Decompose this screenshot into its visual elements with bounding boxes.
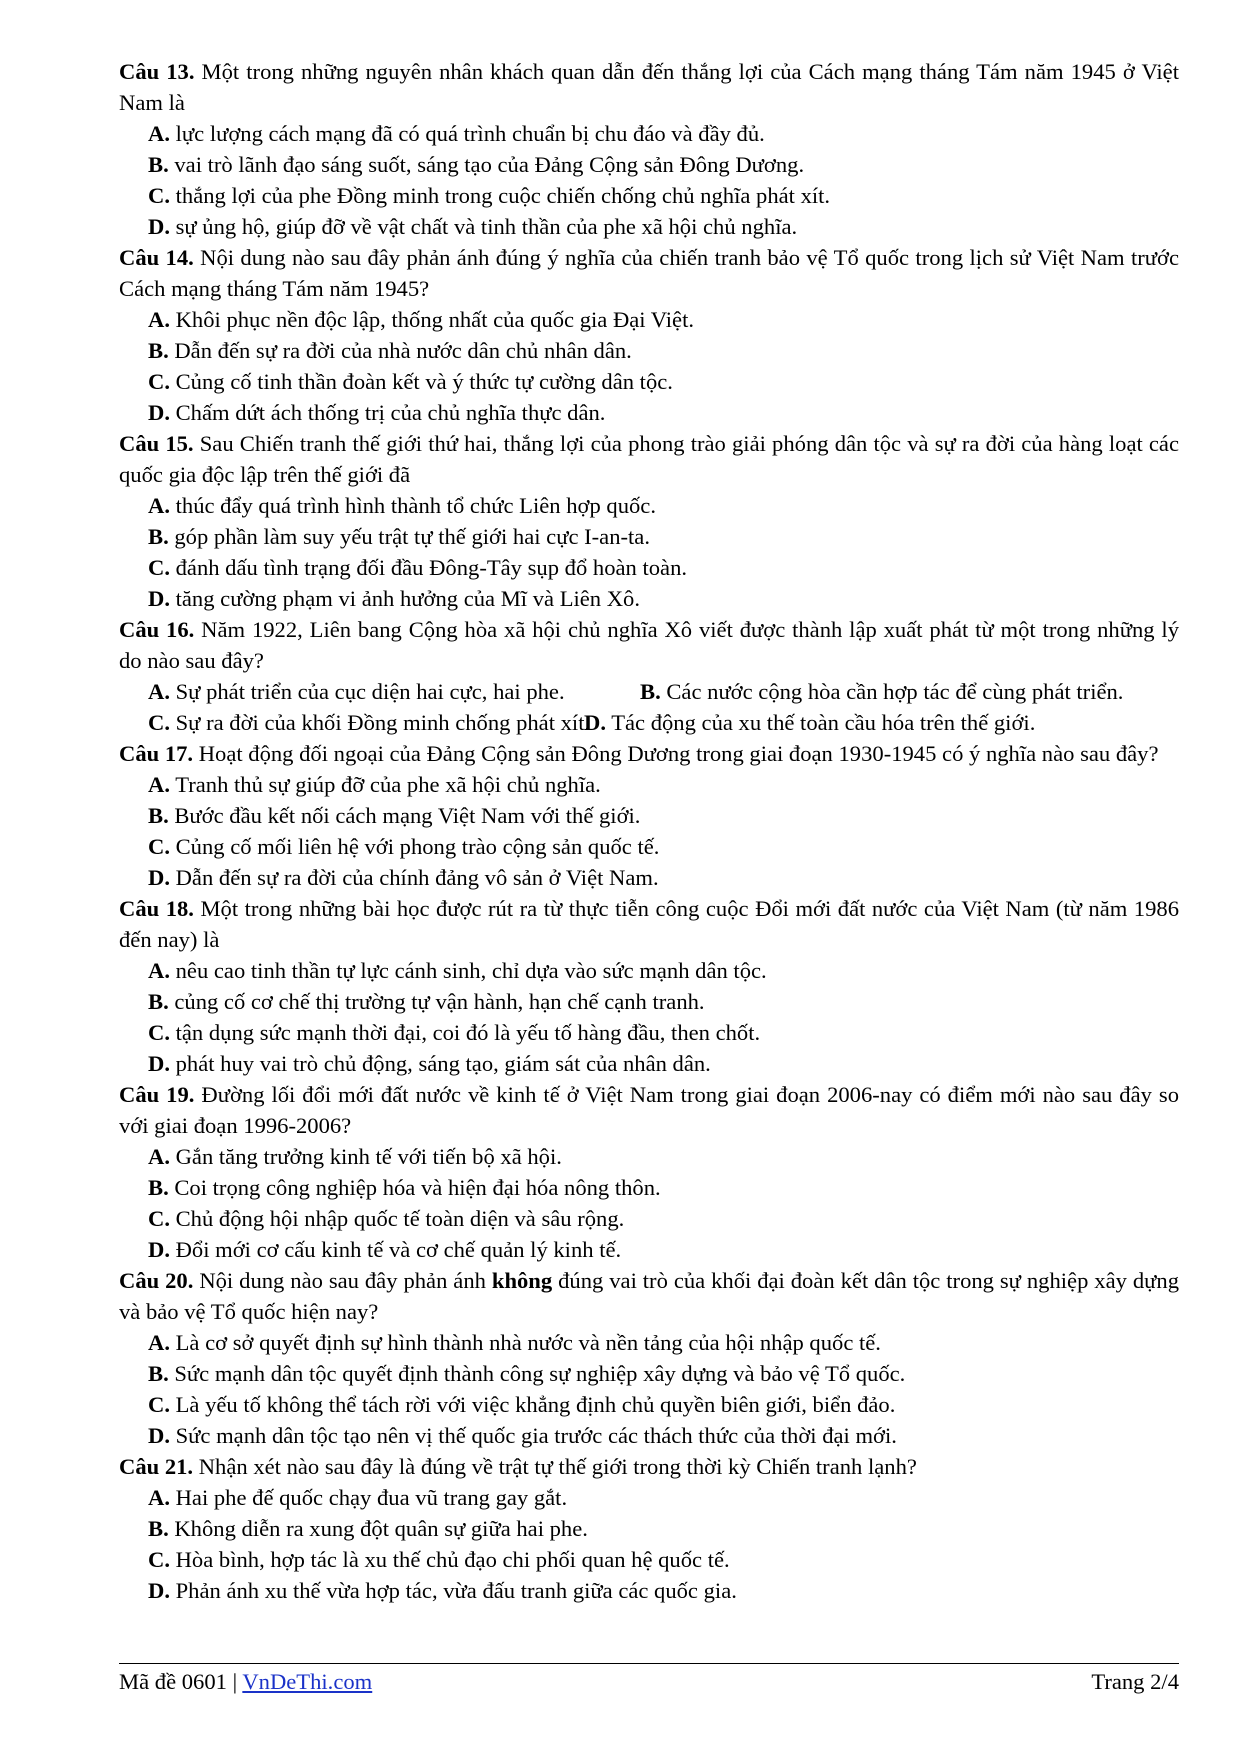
option-d xyxy=(119,1575,1179,1606)
footer-divider xyxy=(119,1663,1179,1664)
option-c xyxy=(119,1544,1179,1575)
option-b xyxy=(119,149,1179,180)
option-label: C. xyxy=(148,1547,170,1572)
option-text: Khôi phục nền độc lập, thống nhất của quốc gia Đại Việt. xyxy=(169,307,694,332)
option-label: D. xyxy=(584,710,606,735)
option-a xyxy=(119,955,1179,986)
option-label: B. xyxy=(148,152,169,177)
option-text: Củng cố tinh thần đoàn kết và ý thức tự cường dân tộc. xyxy=(169,369,673,394)
option-label: A. xyxy=(148,958,170,983)
option-text: vai trò lãnh đạo sáng suốt, sáng tạo của Đảng Cộng sản Đông Dương. xyxy=(168,152,805,177)
option-text: Củng cố mối liên hệ với phong trào cộng sản quốc tế. xyxy=(169,834,660,859)
option-b xyxy=(119,986,1179,1017)
option-text: Đổi mới cơ cấu kinh tế và cơ chế quản lý kinh tế. xyxy=(169,1237,622,1262)
option-d xyxy=(119,1234,1179,1265)
option-text: Bước đầu kết nối cách mạng Việt Nam với thế giới. xyxy=(168,803,641,828)
option-a xyxy=(119,1482,1179,1513)
question-16 xyxy=(119,614,1179,676)
option-a xyxy=(119,118,1179,149)
option-text: sự ủng hộ, giúp đỡ về vật chất và tinh thần của phe xã hội chủ nghĩa. xyxy=(169,214,798,239)
option-text: Chấm dứt ách thống trị của chủ nghĩa thực dân. xyxy=(169,400,606,425)
question-number: Câu 13. xyxy=(119,59,195,84)
option-d xyxy=(119,862,1179,893)
question-14 xyxy=(119,242,1179,304)
option-label: A. xyxy=(148,1485,170,1510)
exam-code: Mã đề 0601 | xyxy=(119,1669,243,1694)
question-text: Một trong những bài học được rút ra từ thực tiễn công cuộc Đổi mới đất nước của Việt Nam (từ năm 1986 đến nay) là xyxy=(119,896,1179,952)
option-label: A. xyxy=(148,493,170,518)
footer-left xyxy=(119,1666,372,1697)
question-15 xyxy=(119,428,1179,490)
option-text: Các nước cộng hòa cần hợp tác để cùng phát triển. xyxy=(660,679,1124,704)
option-text: Chủ động hội nhập quốc tế toàn diện và sâu rộng. xyxy=(169,1206,625,1231)
option-text: thắng lợi của phe Đồng minh trong cuộc chiến chống chủ nghĩa phát xít. xyxy=(169,183,831,208)
option-label: C. xyxy=(148,1206,170,1231)
question-number: Câu 18. xyxy=(119,896,194,921)
option-label: C. xyxy=(148,183,170,208)
question-17 xyxy=(119,738,1179,769)
option-text: thúc đẩy quá trình hình thành tổ chức Liên hợp quốc. xyxy=(169,493,656,518)
option-row xyxy=(119,676,1179,707)
option-label: B. xyxy=(148,338,169,363)
option-label: B. xyxy=(148,989,169,1014)
option-label: B. xyxy=(148,1361,169,1386)
option-label: A. xyxy=(148,307,170,332)
option-d xyxy=(119,1048,1179,1079)
option-label: D. xyxy=(148,586,170,611)
option-c xyxy=(148,707,591,738)
option-label: A. xyxy=(148,772,170,797)
option-label: B. xyxy=(640,679,661,704)
option-label: D. xyxy=(148,1423,170,1448)
option-d xyxy=(119,583,1179,614)
option-text: Là cơ sở quyết định sự hình thành nhà nước và nền tảng của hội nhập quốc tế. xyxy=(169,1330,881,1355)
site-link[interactable]: VnDeThi.com xyxy=(242,1669,373,1694)
question-number: Câu 14. xyxy=(119,245,194,270)
question-text: Nội dung nào sau đây phản ánh đúng ý nghĩa của chiến tranh bảo vệ Tổ quốc trong lịch sử Việt Nam trước Cách mạng tháng Tám năm 1945? xyxy=(119,245,1179,301)
question-text: Một trong những nguyên nhân khách quan dẫn đến thắng lợi của Cách mạng tháng Tám năm 1945 ở Việt Nam là xyxy=(119,59,1179,115)
option-label: C. xyxy=(148,1020,170,1045)
question-text: đúng vai trò của khối đại đoàn kết dân tộc trong sự nghiệp xây dựng và bảo vệ Tổ quốc hiện nay? xyxy=(119,1268,1180,1324)
option-label: C. xyxy=(148,834,170,859)
option-text: tận dụng sức mạnh thời đại, coi đó là yếu tố hàng đầu, then chốt. xyxy=(169,1020,761,1045)
option-c xyxy=(119,1203,1179,1234)
page-number: Trang 2/4 xyxy=(1091,1669,1179,1694)
option-text: Hai phe đế quốc chạy đua vũ trang gay gắt. xyxy=(169,1485,568,1510)
option-b xyxy=(119,335,1179,366)
option-label: C. xyxy=(148,1392,170,1417)
option-label: A. xyxy=(148,1330,170,1355)
option-b xyxy=(119,1172,1179,1203)
option-b xyxy=(119,521,1179,552)
question-text: Đường lối đổi mới đất nước về kinh tế ở Việt Nam trong giai đoạn 2006-nay có điểm mới nào sau đây so với giai đoạn 1996-2006? xyxy=(119,1082,1179,1138)
option-row xyxy=(119,707,1179,738)
option-text: nêu cao tinh thần tự lực cánh sinh, chỉ dựa vào sức mạnh dân tộc. xyxy=(169,958,767,983)
question-text: Sau Chiến tranh thế giới thứ hai, thắng lợi của phong trào giải phóng dân tộc và sự ra đời của hàng loạt các quốc gia độc lập trên thế giới đã xyxy=(119,431,1179,487)
option-text: Không diễn ra xung đột quân sự giữa hai phe. xyxy=(168,1516,588,1541)
option-text: Sự phát triển của cục diện hai cực, hai phe. xyxy=(169,679,565,704)
option-d xyxy=(119,211,1179,242)
option-b xyxy=(119,1358,1179,1389)
option-text: lực lượng cách mạng đã có quá trình chuẩn bị chu đáo và đầy đủ. xyxy=(169,121,765,146)
option-a xyxy=(148,676,640,707)
option-text: Hòa bình, hợp tác là xu thế chủ đạo chi phối quan hệ quốc tế. xyxy=(169,1547,730,1572)
question-21 xyxy=(119,1451,1179,1482)
option-a xyxy=(119,490,1179,521)
question-number: Câu 17. xyxy=(119,741,194,766)
option-b xyxy=(640,676,1123,707)
option-text: góp phần làm suy yếu trật tự thế giới hai cực I-an-ta. xyxy=(168,524,650,549)
option-text: Tranh thủ sự giúp đỡ của phe xã hội chủ nghĩa. xyxy=(169,772,601,797)
question-19 xyxy=(119,1079,1179,1141)
option-text: tăng cường phạm vi ảnh hưởng của Mĩ và Liên Xô. xyxy=(169,586,641,611)
option-label: A. xyxy=(148,1144,170,1169)
option-text: Sức mạnh dân tộc quyết định thành công sự nghiệp xây dựng và bảo vệ Tổ quốc. xyxy=(168,1361,906,1386)
option-label: D. xyxy=(148,1578,170,1603)
option-a xyxy=(119,1327,1179,1358)
option-c xyxy=(119,366,1179,397)
option-text: Dẫn đến sự ra đời của chính đảng vô sản ở Việt Nam. xyxy=(169,865,659,890)
option-c xyxy=(119,1389,1179,1420)
option-label: D. xyxy=(148,1237,170,1262)
option-text: Coi trọng công nghiệp hóa và hiện đại hóa nông thôn. xyxy=(168,1175,661,1200)
option-c xyxy=(119,1017,1179,1048)
question-number: Câu 16. xyxy=(119,617,195,642)
option-label: C. xyxy=(148,555,170,580)
option-label: A. xyxy=(148,679,170,704)
question-number: Câu 20. xyxy=(119,1268,194,1293)
option-c xyxy=(119,180,1179,211)
option-label: D. xyxy=(148,400,170,425)
option-a xyxy=(119,304,1179,335)
option-b xyxy=(119,800,1179,831)
emphasis-word: không xyxy=(491,1268,553,1293)
option-text: Là yếu tố không thể tách rời với việc khẳng định chủ quyền biên giới, biển đảo. xyxy=(169,1392,896,1417)
option-label: B. xyxy=(148,524,169,549)
option-text: Phản ánh xu thế vừa hợp tác, vừa đấu tranh giữa các quốc gia. xyxy=(169,1578,737,1603)
option-text: đánh dấu tình trạng đối đầu Đông-Tây sụp đổ hoàn toàn. xyxy=(169,555,688,580)
question-18 xyxy=(119,893,1179,955)
option-text: phát huy vai trò chủ động, sáng tạo, giám sát của nhân dân. xyxy=(169,1051,711,1076)
question-text: Nhận xét nào sau đây là đúng về trật tự thế giới trong thời kỳ Chiến tranh lạnh? xyxy=(193,1454,917,1479)
option-label: B. xyxy=(148,1175,169,1200)
question-13 xyxy=(119,56,1179,118)
option-d xyxy=(119,1420,1179,1451)
question-text: Hoạt động đối ngoại của Đảng Cộng sản Đông Dương trong giai đoạn 1930-1945 có ý nghĩa nào sau đây? xyxy=(193,741,1159,766)
question-text: Nội dung nào sau đây phản ánh xyxy=(193,1268,492,1293)
question-number: Câu 19. xyxy=(119,1082,195,1107)
question-20 xyxy=(119,1265,1179,1327)
option-label: B. xyxy=(148,1516,169,1541)
option-d xyxy=(584,707,1035,738)
option-text: Sự ra đời của khối Đồng minh chống phát xít. xyxy=(169,710,591,735)
option-text: Tác động của xu thế toàn cầu hóa trên thế giới. xyxy=(605,710,1036,735)
option-d xyxy=(119,397,1179,428)
option-text: Gắn tăng trưởng kinh tế với tiến bộ xã hội. xyxy=(169,1144,562,1169)
option-c xyxy=(119,831,1179,862)
exam-page xyxy=(119,56,1179,1606)
question-text: Năm 1922, Liên bang Cộng hòa xã hội chủ nghĩa Xô viết được thành lập xuất phát từ một trong những lý do nào sau đây? xyxy=(119,617,1179,673)
option-a xyxy=(119,1141,1179,1172)
question-number: Câu 15. xyxy=(119,431,194,456)
page-footer xyxy=(119,1666,1179,1697)
option-label: A. xyxy=(148,121,170,146)
question-number: Câu 21. xyxy=(119,1454,194,1479)
option-a xyxy=(119,769,1179,800)
option-label: D. xyxy=(148,865,170,890)
option-label: D. xyxy=(148,214,170,239)
option-c xyxy=(119,552,1179,583)
option-label: D. xyxy=(148,1051,170,1076)
option-label: C. xyxy=(148,369,170,394)
option-b xyxy=(119,1513,1179,1544)
option-label: B. xyxy=(148,803,169,828)
option-text: củng cố cơ chế thị trường tự vận hành, hạn chế cạnh tranh. xyxy=(168,989,705,1014)
option-text: Dẫn đến sự ra đời của nhà nước dân chủ nhân dân. xyxy=(168,338,632,363)
option-text: Sức mạnh dân tộc tạo nên vị thế quốc gia trước các thách thức của thời đại mới. xyxy=(169,1423,897,1448)
option-label: C. xyxy=(148,710,170,735)
